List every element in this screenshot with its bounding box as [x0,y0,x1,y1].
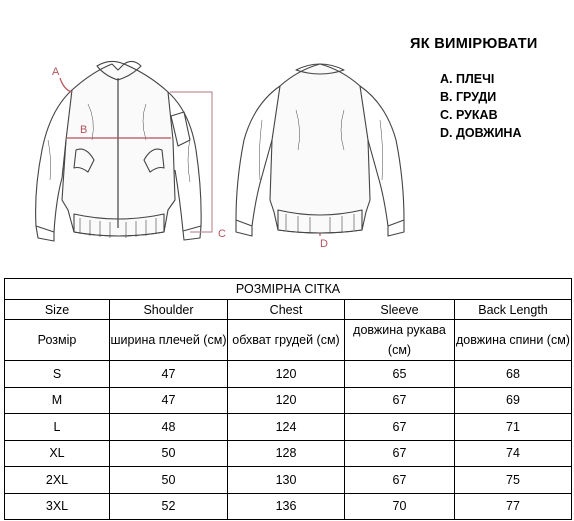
guide-list [440,70,522,142]
table-row [5,467,572,494]
back-length-cell: 74 [455,440,572,467]
header-shoulder-uk: ширина плечей (см) [110,320,228,361]
sleeve-cell: 67 [345,467,455,494]
chest-cell: 120 [228,387,345,414]
header-chest: Chest [228,300,345,320]
table-header-row-en [5,300,572,320]
table-row [5,361,572,388]
size-chart-table [4,278,572,520]
back-length-cell: 75 [455,467,572,494]
size-cell: 2XL [5,467,110,494]
sleeve-cell: 70 [345,493,455,520]
size-cell: 3XL [5,493,110,520]
table-header-row-uk [5,320,572,361]
chest-cell: 120 [228,361,345,388]
back-length-cell: 69 [455,387,572,414]
header-sleeve-uk: довжина рукава (см) [345,320,455,361]
header-back-length: Back Length [455,300,572,320]
chest-cell: 124 [228,414,345,441]
size-cell: XL [5,440,110,467]
shoulder-cell: 47 [110,361,228,388]
back-length-cell: 77 [455,493,572,520]
marker-d: D [320,238,328,250]
shoulder-cell: 50 [110,440,228,467]
size-cell: L [5,414,110,441]
chest-cell: 130 [228,467,345,494]
jacket-back-drawing [236,64,404,236]
guide-item-chest: B. ГРУДИ [440,90,497,104]
sleeve-cell: 67 [345,414,455,441]
guide-item-shoulders: A. ПЛЕЧІ [440,72,495,86]
chest-cell: 136 [228,493,345,520]
back-length-cell: 71 [455,414,572,441]
sleeve-cell: 67 [345,387,455,414]
marker-b: B [80,124,88,136]
header-chest-uk: обхват грудей (см) [228,320,345,361]
shoulder-cell: 47 [110,387,228,414]
header-back-length-uk: довжина спини (см) [455,320,572,361]
header-sleeve: Sleeve [345,300,455,320]
shoulder-cell: 50 [110,467,228,494]
table-row [5,493,572,520]
shoulder-cell: 52 [110,493,228,520]
header-size-uk: Розмір [5,320,110,361]
header-size: Size [5,300,110,320]
guide-item-length: D. ДОВЖИНА [440,126,522,140]
jacket-front-drawing [36,61,202,241]
sleeve-cell: 65 [345,361,455,388]
marker-a: A [52,66,60,78]
size-cell: M [5,387,110,414]
header-shoulder: Shoulder [110,300,228,320]
back-length-cell: 68 [455,361,572,388]
sleeve-cell: 67 [345,440,455,467]
table-row [5,414,572,441]
size-cell: S [5,361,110,388]
table-row [5,440,572,467]
table-row [5,387,572,414]
guide-title: ЯК ВИМІРЮВАТИ [410,36,538,52]
chest-cell: 128 [228,440,345,467]
marker-c: C [218,228,226,240]
table-title-row [5,279,572,300]
shoulder-cell: 48 [110,414,228,441]
guide-item-sleeve: C. РУКАВ [440,108,498,122]
table-title: РОЗМІРНА СІТКА [5,279,572,300]
